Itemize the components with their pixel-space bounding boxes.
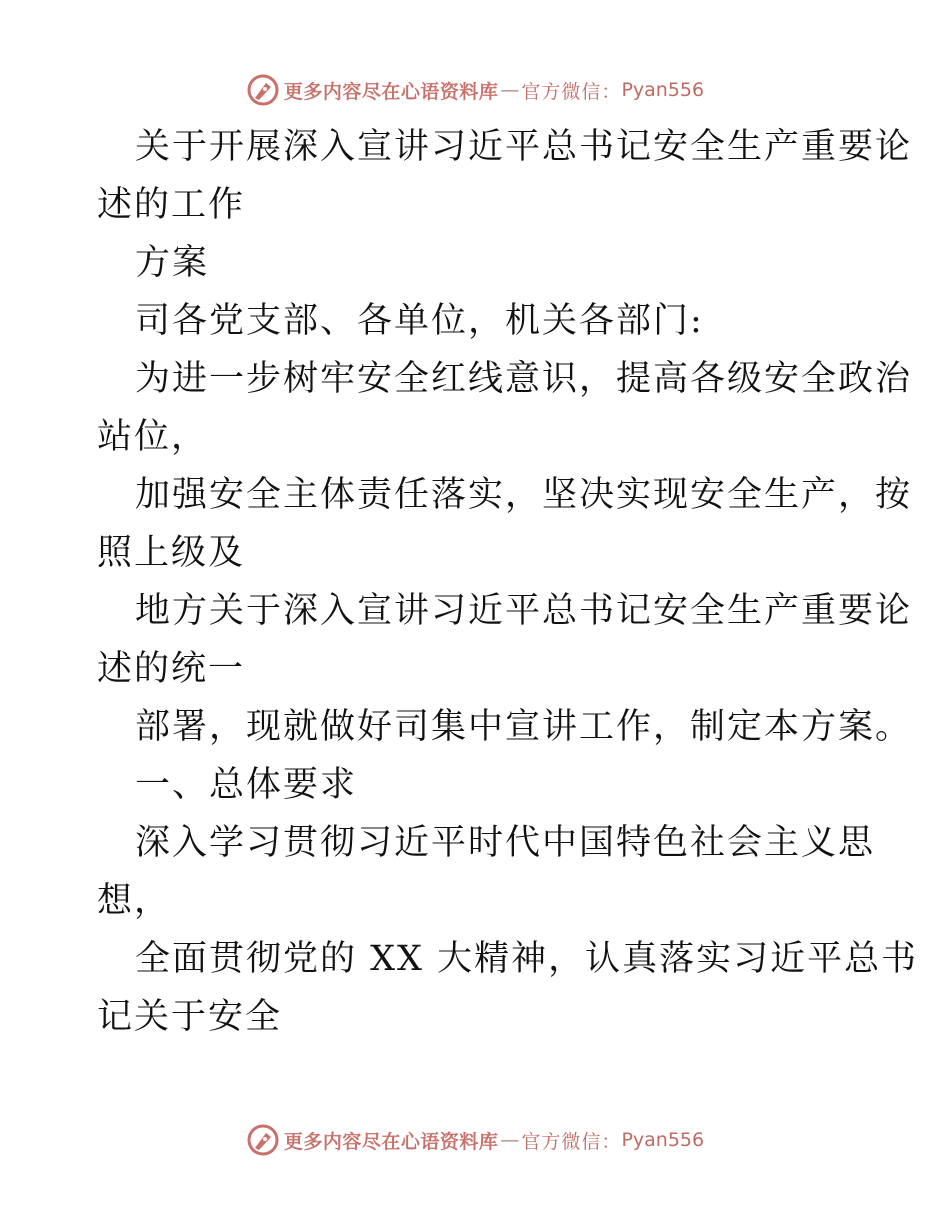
- paragraph-line: 地方关于深入宣讲习近平总书记安全生产重要论: [135, 591, 913, 631]
- header-watermark: [0, 70, 950, 110]
- watermark-contact: 官方微信：: [521, 1130, 622, 1153]
- paragraph-line: 全面贯彻党的 XX 大精神，认真落实习近平总书: [135, 939, 919, 979]
- paragraph-line: 为进一步树牢安全红线意识，提高各级安全政治: [135, 359, 913, 399]
- paragraph-line: 照上级及: [97, 533, 246, 573]
- watermark-dash: —: [500, 1129, 520, 1151]
- paragraph-line: 述的统一: [97, 649, 246, 689]
- paragraph-line: 记关于安全: [97, 997, 283, 1037]
- footer-watermark: [0, 1120, 950, 1160]
- paragraph-line: 加强安全主体责任落实，坚决实现安全生产，按: [135, 475, 913, 515]
- title-line-3: 方案: [135, 243, 210, 283]
- watermark-brand: 更多内容尽在心语资料库: [283, 1130, 499, 1153]
- watermark-dash: —: [500, 79, 520, 101]
- watermark-brand: 更多内容尽在心语资料库: [283, 80, 499, 103]
- watermark-handle: Pyan556: [621, 1129, 705, 1151]
- document-body: [97, 118, 919, 1046]
- salutation: 司各党支部、各单位，机关各部门:: [135, 301, 704, 341]
- paragraph-line: 想，: [97, 881, 172, 921]
- paragraph-line: 部署，现就做好司集中宣讲工作，制定本方案。: [135, 707, 913, 747]
- paragraph-line: 站位，: [97, 417, 209, 457]
- section-heading: 一、总体要求: [135, 765, 358, 805]
- title-line-2: 述的工作: [97, 185, 246, 225]
- title-line-1: 关于开展深入宣讲习近平总书记安全生产重要论: [135, 127, 913, 167]
- pen-nib-logo-icon: [246, 73, 280, 107]
- paragraph-line: 深入学习贯彻习近平时代中国特色社会主义思: [135, 823, 876, 863]
- watermark-contact: 官方微信：: [521, 80, 622, 103]
- pen-nib-logo-icon: [246, 1123, 280, 1157]
- watermark-handle: Pyan556: [621, 79, 705, 101]
